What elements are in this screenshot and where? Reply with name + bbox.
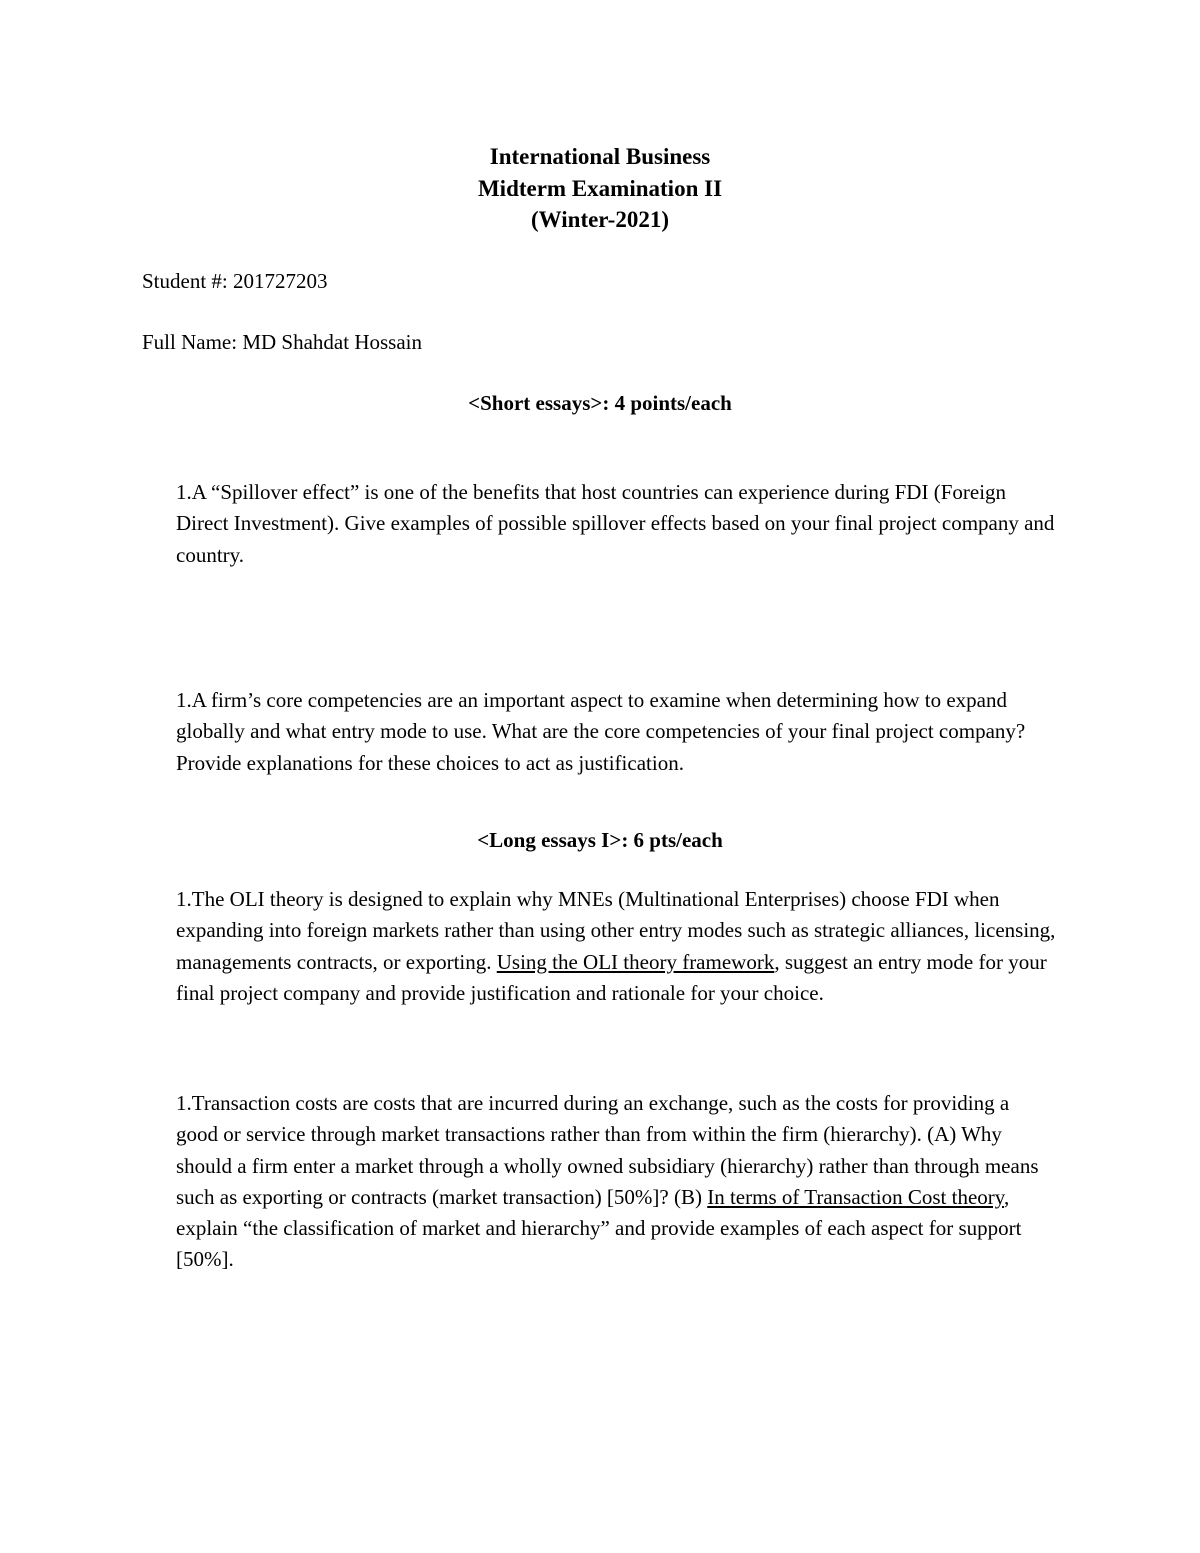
- full-name-label: Full Name:: [142, 330, 238, 354]
- exam-term: (Winter-2021): [531, 207, 669, 232]
- underlined-phrase: In terms of Transaction Cost theory: [707, 1184, 1004, 1209]
- course-title: International Business: [489, 144, 711, 169]
- short-essay-question-2: [176, 685, 1056, 779]
- question-text: The OLI theory is designed to explain why MNEs (Multinational Enterprises) choose FDI when expanding into foreign markets rather than using other entry modes such as strategic alliances, licensing, managements contracts, or exporting.: [176, 887, 1056, 974]
- full-name-field: [142, 327, 422, 358]
- exam-header: [0, 141, 1200, 236]
- question-number: 1.: [176, 887, 192, 911]
- question-number: 1.: [176, 1091, 192, 1115]
- short-essay-question-1: [176, 477, 1056, 571]
- question-number: 1.: [176, 688, 192, 712]
- long-essay-question-2: [176, 1088, 1056, 1276]
- long-essay-question-1: [176, 884, 1056, 1009]
- long-essays-heading: <Long essays I>: 6 pts/each: [477, 828, 723, 852]
- underlined-phrase: Using the OLI theory framework: [496, 949, 775, 974]
- question-number: 1.: [176, 480, 192, 504]
- student-number-label: Student #:: [142, 269, 228, 293]
- question-text: A firm’s core competencies are an important aspect to examine when determining how to expand globally and what entry mode to use. What are the core competencies of your final project company? Provide explanations for these choices to act as justification.: [176, 688, 1026, 775]
- exam-title: Midterm Examination II: [477, 175, 723, 201]
- student-number-field: [142, 266, 328, 297]
- question-text: Transaction costs are costs that are incurred during an exchange, such as the costs for providing a good or service through market transactions rather than from within the firm (hierarchy). (A) Why should a firm enter a market through a wholly owned subsidiary (hierarchy) rather than through means such as exporting or contracts (market transaction) [50%]? (B): [176, 1091, 1039, 1209]
- student-number-value: 201727203: [233, 269, 328, 293]
- question-text-continued: , explain “the classification of market and hierarchy” and provide examples of each aspect for support [50%].: [176, 1184, 1022, 1272]
- question-text: A “Spillover effect” is one of the benefits that host countries can experience during FDI (Foreign Direct Investment). Give examples of possible spillover effects based on your final project company and country.: [176, 480, 1055, 567]
- full-name-value: MD Shahdat Hossain: [242, 330, 422, 354]
- short-essays-heading: <Short essays>: 4 points/each: [468, 391, 732, 415]
- question-text-continued: , suggest an entry mode for your final project company and provide justification and rationale for your choice.: [176, 949, 1047, 1005]
